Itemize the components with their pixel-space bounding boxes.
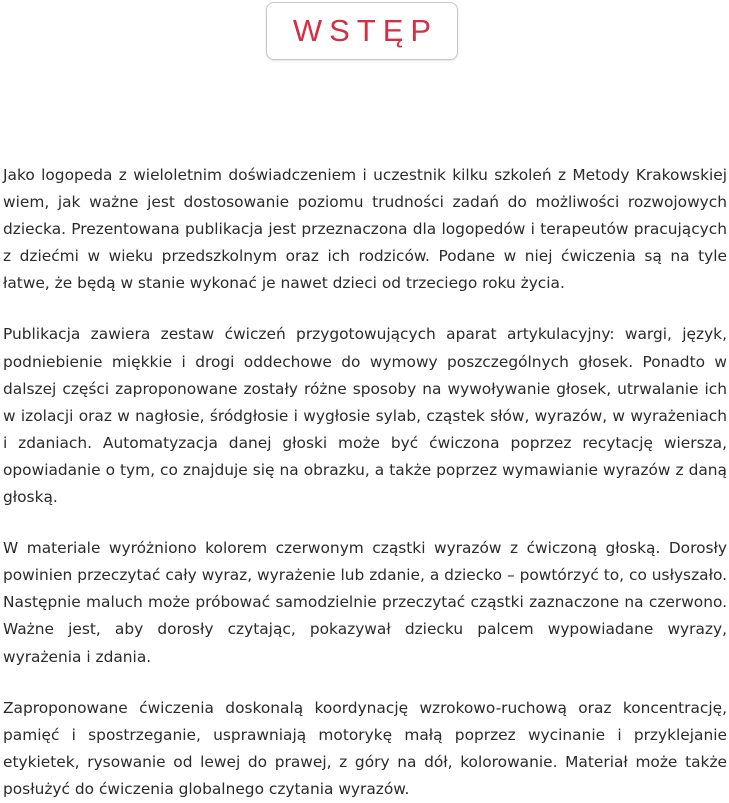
paragraph-1: Jako logopeda z wieloletnim doświadczeniem i uczestnik kilku szkoleń z Metody Krakowskiej wiem, jak ważne jest dostosowanie poziomu trudności zadań do możliwości rozwojowych dziecka. Prezentowana publikacja jest przeznaczona dla logopedów i terapeutów pracujących z dziećmi w wieku przedszkolnym oraz ich rodziców. Podane w niej ćwiczenia są na tyle łatwe, że będą w stanie wykonać je nawet dzieci od trzeciego roku życia. (3, 166, 727, 293)
page-title: WSTĘP (292, 13, 439, 48)
paragraph-2: Publikacja zawiera zestaw ćwiczeń przygotowujących aparat artykulacyjny: wargi, język, podniebienie miękkie i drogi oddechowe do wymowy poszczególnych głosek. Ponadto w dalszej części zaproponowane zostały różne sposoby na wywoływanie głosek, utrwalanie ich w izolacji oraz w nagłosie, śródgłosie i wygłosie sylab, cząstek słów, wyrazów, w wyrażeniach i zdaniach. Automatyzacja danej głoski może być ćwiczona poprzez recytację wiersza, opowiadanie o tym, co znajduje się na obrazku, a także poprzez wymawianie wyrazów z daną głoską. (3, 325, 727, 507)
paragraph-4: Zaproponowane ćwiczenia doskonalą koordynację wzrokowo-ruchową oraz koncentrację, pamięć i spostrzeganie, usprawniają motorykę małą poprzez wycinanie i przyklejanie etykietek, rysowanie od lewej do prawej, z góry na dół, kolorowanie. Materiał może także posłużyć do ćwiczenia globalnego czytania wyrazów. (3, 698, 727, 798)
body-text (3, 162, 727, 803)
paragraph-3: W materiale wyróżniono kolorem czerwonym cząstki wyrazów z ćwiczoną głoską. Dorosły powinien przeczytać cały wyraz, wyrażenie lub zdanie, a dziecko – powtórzyć to, co usłyszało. Następnie maluch może próbować samodzielnie przeczytać cząstki zaznaczone na czerwono. Ważne jest, aby dorosły czytając, pokazywał dziecku palcem wypowiadane wyrazy, wyrażenia i zdania. (3, 539, 727, 666)
title-box (266, 2, 458, 60)
